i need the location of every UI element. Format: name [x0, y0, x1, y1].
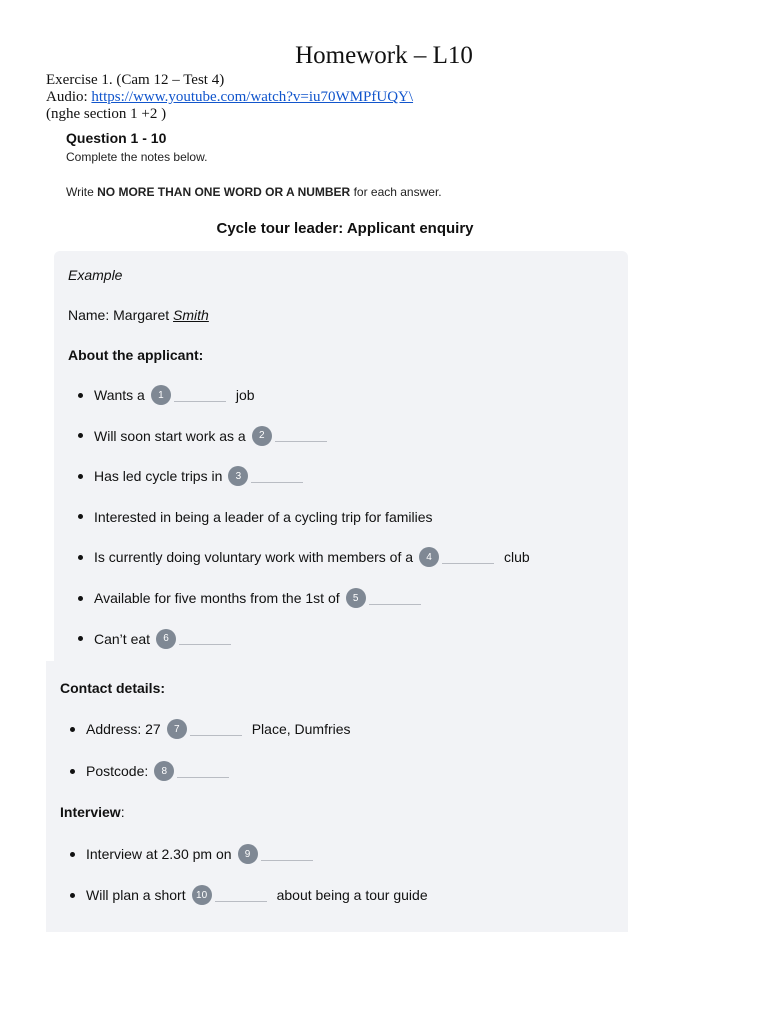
form-title: Cycle tour leader: Applicant enquiry	[216, 220, 474, 237]
list-item	[70, 718, 351, 740]
question-instruction: Complete the notes below.	[66, 150, 208, 164]
bullet-dot	[70, 769, 75, 774]
bullet-dot	[78, 474, 83, 479]
interview-heading-line	[60, 803, 125, 821]
bullet-dot	[70, 893, 75, 898]
answer-blank[interactable]	[177, 765, 229, 778]
bullet-dot	[78, 596, 83, 601]
bullet-dot	[78, 514, 83, 519]
about-heading: About the applicant:	[68, 347, 204, 363]
audio-link[interactable]: https://www.youtube.com/watch?v=iu70WMPfUQY\	[91, 89, 414, 105]
question-number-badge: 9	[238, 844, 258, 864]
item-text-after: Place, Dumfries	[251, 721, 351, 737]
question-number-badge: 3	[228, 466, 248, 486]
item-text: Will soon start work as a	[94, 427, 246, 444]
answer-blank[interactable]	[251, 470, 303, 483]
list-item	[78, 587, 421, 609]
example-label: Example	[68, 267, 123, 283]
example-answer: Smith	[173, 307, 209, 323]
bullet-dot	[78, 393, 83, 398]
bullet-dot	[70, 852, 75, 857]
item-text: Available for five months from the 1st of	[94, 590, 340, 606]
audio-line	[46, 89, 413, 105]
item-text-after: job	[235, 387, 255, 403]
answer-blank[interactable]	[179, 632, 231, 645]
exercise-line: Exercise 1. (Cam 12 – Test 4)	[46, 72, 225, 88]
bullet-dot	[78, 555, 83, 560]
audio-label: Audio:	[46, 89, 88, 105]
answer-blank[interactable]	[174, 389, 226, 402]
example-name	[68, 306, 209, 324]
section-note: (nghe section 1 +2 )	[46, 106, 167, 122]
item-text: Interested in being a leader of a cycling trip for families	[94, 508, 433, 525]
answer-blank[interactable]	[215, 889, 267, 902]
question-number-badge: 5	[346, 588, 366, 608]
list-item	[78, 425, 327, 447]
page-title: Homework – L10	[295, 42, 473, 69]
answer-blank[interactable]	[261, 848, 313, 861]
answer-blank[interactable]	[190, 723, 242, 736]
question-number-badge: 10	[192, 885, 212, 905]
question-number-badge: 1	[151, 385, 171, 405]
question-number-badge: 7	[167, 719, 187, 739]
list-item	[70, 884, 428, 906]
contact-heading: Contact details:	[60, 680, 166, 696]
answer-blank[interactable]	[442, 551, 494, 564]
bullet-dot	[78, 636, 83, 641]
item-text: Postcode:	[86, 763, 149, 779]
item-text: Has led cycle trips in	[94, 468, 223, 485]
list-item	[78, 384, 255, 406]
list-item	[78, 546, 530, 568]
answer-blank[interactable]	[275, 429, 327, 442]
item-text: Wants a	[94, 387, 145, 403]
item-text-after: club	[504, 549, 530, 566]
item-text: Will plan a short	[86, 887, 186, 903]
word-limit-bold: NO MORE THAN ONE WORD OR A NUMBER	[97, 185, 351, 199]
list-item	[78, 506, 433, 528]
list-item	[70, 843, 313, 865]
bullet-dot	[78, 433, 83, 438]
word-limit-instruction	[66, 185, 442, 199]
list-item	[70, 760, 229, 782]
item-text: Can’t eat	[94, 630, 151, 647]
list-item	[78, 465, 303, 487]
item-text: Is currently doing voluntary work with members of a	[94, 549, 414, 566]
item-text: Interview at 2.30 pm on	[86, 846, 232, 862]
interview-heading: Interview	[60, 804, 121, 820]
question-number-badge: 2	[252, 426, 272, 446]
question-number-badge: 6	[156, 629, 176, 649]
word-limit-prefix: Write	[66, 185, 98, 199]
question-number-badge: 4	[419, 547, 439, 567]
item-text: Address: 27	[86, 721, 161, 737]
name-label: Name: Margaret	[68, 307, 174, 323]
bullet-dot	[70, 727, 75, 732]
answer-blank[interactable]	[369, 592, 421, 605]
interview-colon: :	[120, 804, 125, 820]
list-item	[78, 628, 231, 650]
question-number-badge: 8	[154, 761, 174, 781]
word-limit-suffix: for each answer.	[350, 185, 442, 199]
question-title: Question 1 - 10	[66, 130, 167, 146]
item-text-after: about being a tour guide	[276, 887, 428, 903]
